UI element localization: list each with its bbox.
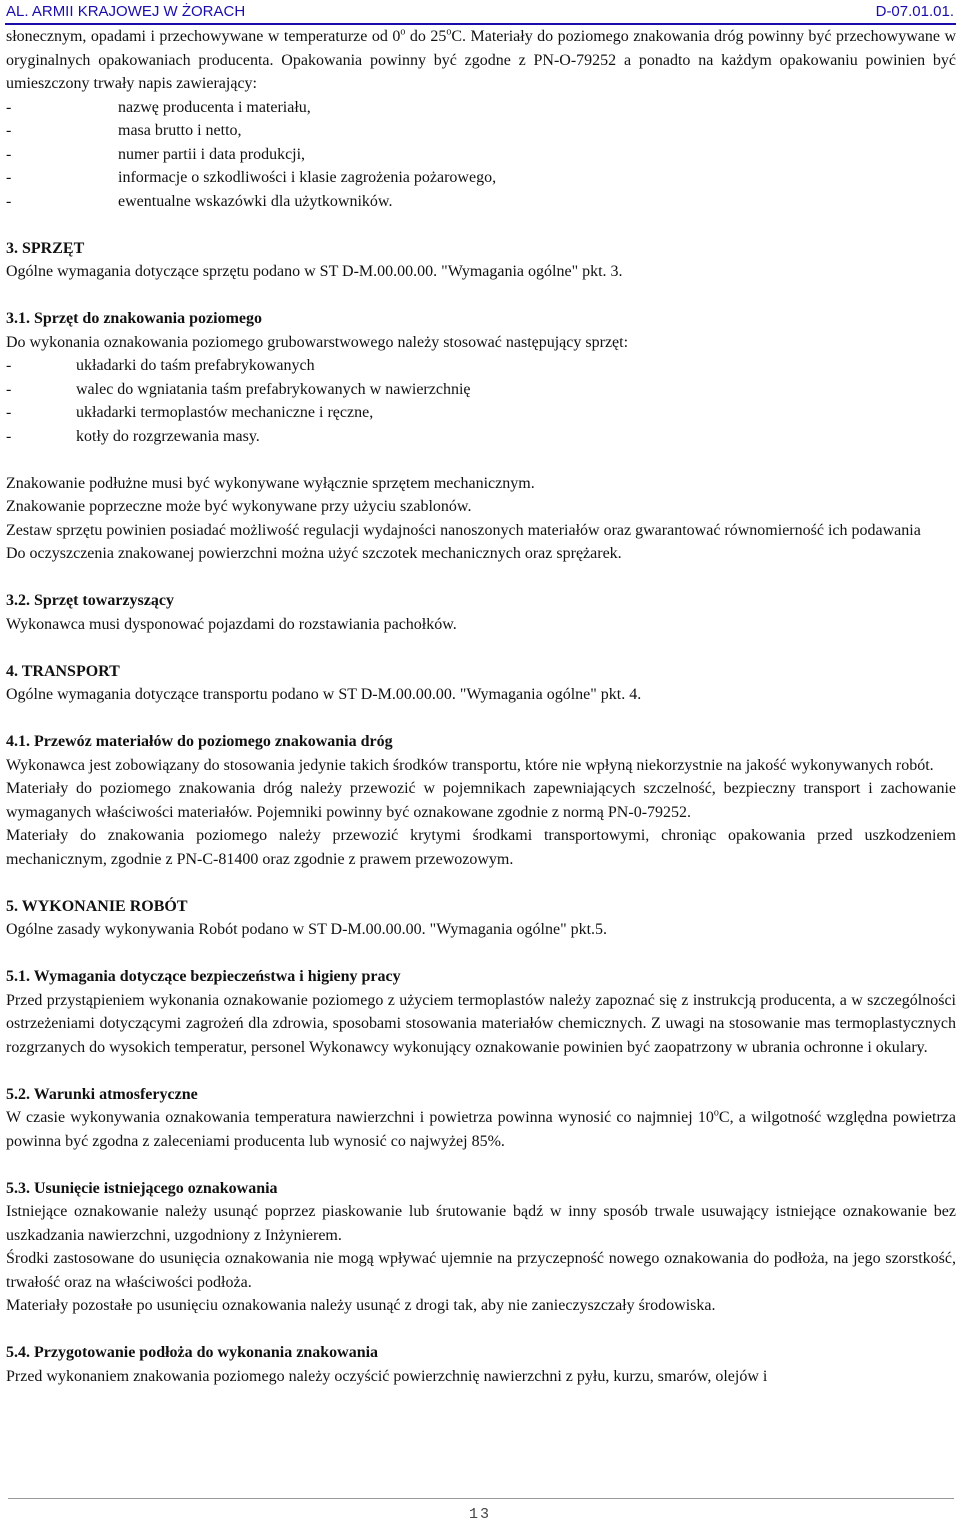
- paragraph: Przed wykonaniem znakowania poziomego należy oczyścić powierzchnię nawierzchni z pyłu, kurzu, smarów, olejów i: [6, 1367, 768, 1385]
- list-item: - ewentualne wskazówki dla użytkowników.: [6, 192, 393, 210]
- section-4-heading: 4. TRANSPORT: [6, 662, 120, 680]
- section-5-heading: 5. WYKONANIE ROBÓT: [6, 897, 188, 915]
- paragraph: Zestaw sprzętu powinien posiadać możliwość regulacji wydajności nanoszonych materiałów oraz gwarantować równomierność ich podawania: [6, 521, 921, 539]
- paragraph: Wykonawca jest zobowiązany do stosowania jedynie takich środków transportu, które nie wpłyną niekorzystnie na jakość wykonywanych robót.: [6, 756, 934, 774]
- list-item: - walec do wgniatania taśm prefabrykowanych w nawierzchnię: [6, 380, 471, 398]
- header-spec-code: D-07.01.01.: [875, 3, 954, 20]
- section-3-1-intro: Do wykonania oznakowania poziomego grubowarstwowego należy stosować następujący sprzęt:: [6, 333, 629, 351]
- paragraph: Znakowanie podłużne musi być wykonywane wyłącznie sprzętem mechanicznym.: [6, 474, 535, 492]
- paragraph: Materiały do poziomego znakowania dróg należy przewozić w pojemnikach zapewniających szczelność, bezpieczny transport i zachowanie wymaganych właściwości materiałów. Pojemniki powinny być oznakowane zgodnie z normą PN-0-79252.: [6, 780, 956, 821]
- section-3-1-heading: 3.1. Sprzęt do znakowania poziomego: [6, 310, 262, 327]
- page-number: 13: [468, 1506, 491, 1523]
- page-header: [5, 1, 956, 25]
- document-body: [6, 25, 956, 1388]
- intro-paragraph: słonecznym, opadami i przechowywane w temperaturze od 0$^o$ do 25$^o$C. Materiały do poziomego znakowania dróg powinny być przechowywane w oryginalnych opakowaniach producenta. Opakowania powinny być zgodne z PN-O-79252 a ponadto na każdym opakowaniu powinien być umieszczony trwały napis zawierający:: [6, 26, 957, 92]
- footer-divider: [8, 1498, 954, 1499]
- section-5-1-heading: 5.1. Wymagania dotyczące bezpieczeństwa i higieny pracy: [6, 968, 401, 985]
- paragraph: Materiały pozostałe po usunięciu oznakowania należy usunąć z drogi tak, aby nie zanieczyszczały środowiska.: [6, 1297, 716, 1314]
- list-item: - masa brutto i netto,: [6, 122, 242, 139]
- section-4-1-heading: 4.1. Przewóz materiałów do poziomego znakowania dróg: [6, 733, 393, 750]
- paragraph: Do oczyszczenia znakowanej powierzchni można użyć szczotek mechanicznych oraz sprężarek.: [6, 545, 622, 562]
- header-project-title: AL. ARMII KRAJOWEJ W ŻORACH: [6, 3, 246, 20]
- list-item: - informacje o szkodliwości i klasie zagrożenia pożarowego,: [6, 169, 497, 186]
- section-4-text: Ogólne wymagania dotyczące transportu podano w ST D-M.00.00.00. "Wymagania ogólne" pkt. 4.: [6, 686, 642, 703]
- paragraph: Znakowanie poprzeczne może być wykonywane przy użyciu szablonów.: [6, 498, 472, 515]
- section-5-4-heading: 5.4. Przygotowanie podłoża do wykonania znakowania: [6, 1344, 379, 1361]
- paragraph: Istniejące oznakowanie należy usunąć poprzez piaskowanie lub śrutowanie bądź w inny sposób trwale usuwający istniejące oznakowanie bez uszkadzania nawierzchni, uzgodniony z Inżynierem.: [6, 1203, 956, 1244]
- list-item: - kotły do rozgrzewania masy.: [6, 427, 260, 445]
- list-item: - układarki termoplastów mechaniczne i ręczne,: [6, 404, 374, 421]
- section-3-2-heading: 3.2. Sprzęt towarzyszący: [6, 592, 174, 609]
- section-3-2-text: Wykonawca musi dysponować pojazdami do rozstawiania pachołków.: [6, 615, 457, 633]
- section-3-heading: 3. SPRZĘT: [6, 239, 85, 257]
- section-3-text: Ogólne wymagania dotyczące sprzętu podano w ST D-M.00.00.00. "Wymagania ogólne" pkt. 3.: [6, 263, 623, 280]
- paragraph: Materiały do znakowania poziomego należy przewozić krytymi środkami transportowymi, chroniąc opakowania przed uszkodzeniem mechanicznym, zgodnie z PN-C-81400 oraz zgodnie z prawem przewozowym.: [6, 827, 956, 868]
- paragraph: Przed przystąpieniem wykonania oznakowanie poziomego z użyciem termoplastów należy zapoznać się z instrukcją producenta, a w szczególności ostrzeżeniami dotyczącymi zagrożeń dla zdrowia, sposobami stosowania materiałów chemicznych. Z uwagi na stosowanie mas termoplastycznych rozgrzanych do wysokich temperatur, personel Wykonawcy wykonujący oznakowanie powinien być zaopatrzony w ubrania ochronne i okulary.: [6, 991, 956, 1056]
- section-5-2-heading: 5.2. Warunki atmosferyczne: [6, 1085, 198, 1103]
- paragraph: W czasie wykonywania oznakowania temperatura nawierzchni i powietrza powinna wynosić co najmniej 10$^o$C, a wilgotność względna powietrza powinna być zgodna z zaleceniami producenta lub wynosić co najwyżej 85%.: [6, 1107, 957, 1150]
- section-5-3-heading: 5.3. Usunięcie istniejącego oznakowania: [6, 1179, 278, 1197]
- section-5-text: Ogólne zasady wykonywania Robót podano w ST D-M.00.00.00. "Wymagania ogólne" pkt.5.: [6, 921, 608, 938]
- list-item: - układarki do taśm prefabrykowanych: [6, 357, 315, 374]
- paragraph: Środki zastosowane do usunięcia oznakowania nie mogą wpływać ujemnie na przyczepność nowego oznakowania do podłoża, na jego szorstkość, trwałość oraz na właściwości podłoża.: [6, 1250, 956, 1291]
- list-item: - numer partii i data produkcji,: [6, 145, 306, 163]
- list-item: - nazwę producenta i materiału,: [6, 98, 311, 116]
